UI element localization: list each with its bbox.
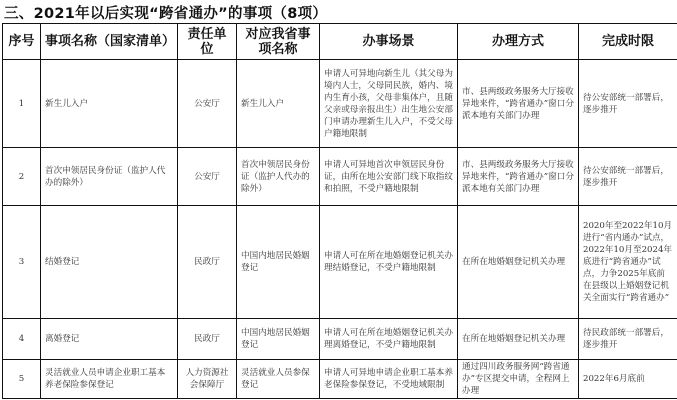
header-method: 办理方式: [458, 24, 579, 60]
cell-department: 公安厅: [178, 148, 237, 206]
cell-method: 市、县两级政务服务大厅接收异地来件，“跨省通办”窗口分派本地有关部门办理: [458, 148, 579, 206]
table-row: [3, 60, 677, 148]
cell-method: 在所在地婚姻登记机关办理: [458, 206, 579, 319]
cell-scenario: 申请人可异地向新生儿（其父母为境内人士，父母同民族，婚内、境内生育小孩，父母非集体户，且随父亲或母亲报出生）出生地公安部门申请办理新生儿入户，不受父母户籍地限制: [320, 60, 458, 148]
cross-province-items-table: [2, 23, 677, 399]
cell-deadline: 待民政部统一部署后，逐步推开: [579, 319, 677, 360]
cell-deadline: 待公安部统一部署后，逐步推开: [579, 148, 677, 206]
cell-method: 市、县两级政务服务大厅接收异地来件，“跨省通办”窗口分派本地有关部门办理: [458, 60, 579, 148]
header-no: 序号: [3, 24, 41, 60]
cell-no: 2: [3, 148, 41, 206]
cell-province-item-name: 首次申领居民身份证（监护人代办的除外）: [237, 148, 320, 206]
cell-scenario: 申请人可异地首次申领居民身份证，由所在地公安部门线下取指纹和拍照，不受户籍地限制: [320, 148, 458, 206]
cell-item-name: 结婚登记: [41, 206, 178, 319]
header-scenario: 办事场景: [320, 24, 458, 60]
cell-no: 5: [3, 360, 41, 399]
cell-item-name: 首次申领居民身份证（监护人代办的除外）: [41, 148, 178, 206]
table-row: [3, 319, 677, 360]
cell-method: 通过四川政务服务网“跨省通办”专区提交申请，全程网上办理: [458, 360, 579, 399]
cell-department: 民政厅: [178, 319, 237, 360]
cell-method: 在所在地婚姻登记机关办理: [458, 319, 579, 360]
cell-scenario: 申请人可在所在地婚姻登记机关办理结婚登记，不受户籍地限制: [320, 206, 458, 319]
cell-department: 公安厅: [178, 60, 237, 148]
table-row: [3, 360, 677, 399]
cell-deadline: 待公安部统一部署后，逐步推开: [579, 60, 677, 148]
cell-department: 民政厅: [178, 206, 237, 319]
cell-item-name: 灵活就业人员申请企业职工基本养老保险参保登记: [41, 360, 178, 399]
header-item-name: 事项名称（国家清单）: [41, 24, 178, 60]
cell-no: 4: [3, 319, 41, 360]
header-deadline: 完成时限: [579, 24, 677, 60]
cell-item-name: 新生儿入户: [41, 60, 178, 148]
header-department: 责任单位: [178, 24, 237, 60]
cell-no: 1: [3, 60, 41, 148]
cell-item-name: 离婚登记: [41, 319, 178, 360]
cell-province-item-name: 灵活就业人员参保登记: [237, 360, 320, 399]
cell-province-item-name: 新生儿入户: [237, 60, 320, 148]
cell-deadline: 2020年至2022年10月进行“省内通办”试点，2022年10月至2024年底进行“跨省通办”试点，力争2025年底前在县级以上婚姻登记机关全面实行“跨省通办”: [579, 206, 677, 319]
cell-scenario: 申请人可在所在地婚姻登记机关办理离婚登记，不受户籍地限制: [320, 319, 458, 360]
table-header-row: [3, 24, 677, 60]
section-title: 三、2021年以后实现“跨省通办”的事项（8项）: [4, 6, 328, 22]
table-row: [3, 206, 677, 319]
header-province-item-name: 对应我省事项名称: [237, 24, 320, 60]
cell-province-item-name: 中国内地居民婚姻登记: [237, 319, 320, 360]
cell-deadline: 2022年6月底前: [579, 360, 677, 399]
table-row: [3, 148, 677, 206]
cell-no: 3: [3, 206, 41, 319]
cell-department: 人力资源社会保障厅: [178, 360, 237, 399]
cell-scenario: 申请人可异地申请企业职工基本养老保险参保登记，不受地域限制: [320, 360, 458, 399]
cell-province-item-name: 中国内地居民婚姻登记: [237, 206, 320, 319]
